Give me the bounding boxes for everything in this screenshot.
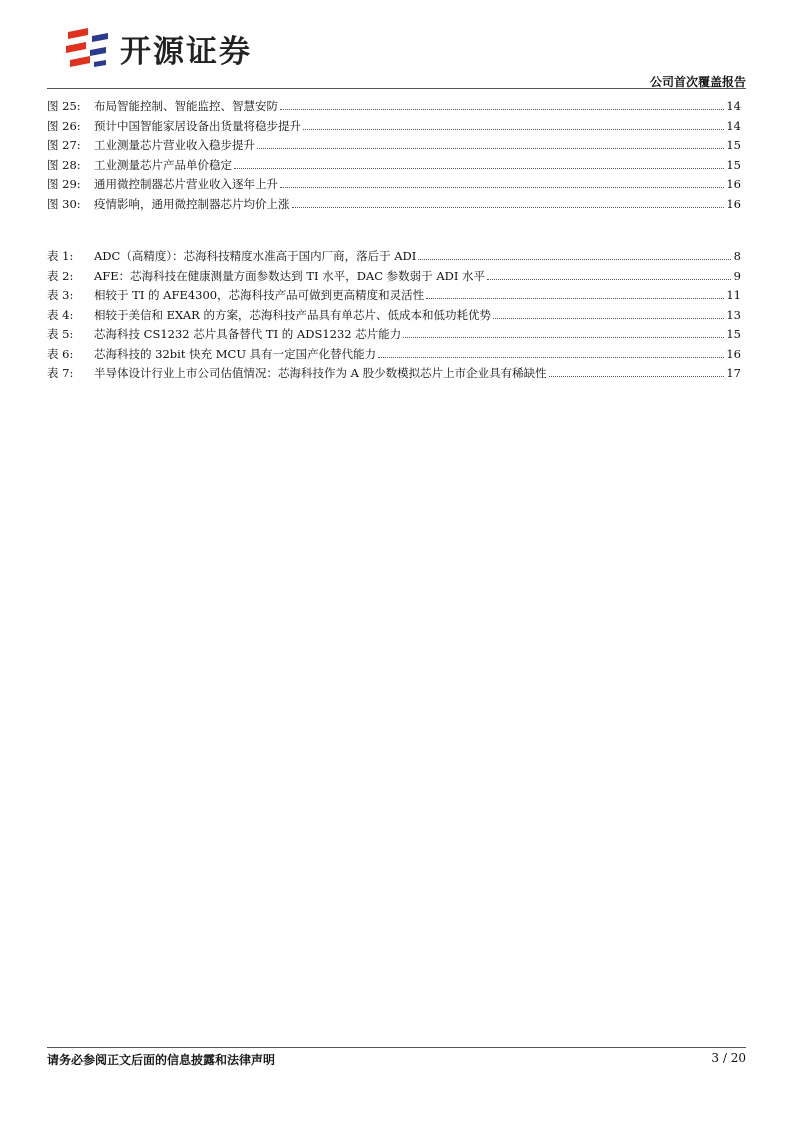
table-list <box>47 248 741 385</box>
company-logo <box>64 24 252 72</box>
toc-label: 表 1: <box>47 249 74 263</box>
report-type: 公司首次覆盖报告 <box>649 75 746 89</box>
toc-entry[interactable] <box>47 326 741 346</box>
toc-label: 图 29: <box>47 177 81 191</box>
toc-entry[interactable] <box>47 307 741 327</box>
toc-title: ADC（高精度）：芯海科技精度水准高于国内厂商，落后于 ADI <box>94 249 417 263</box>
toc-entry[interactable] <box>47 157 741 177</box>
toc-entry[interactable] <box>47 196 741 216</box>
toc-entry[interactable] <box>47 176 741 196</box>
toc-title: 芯海科技 CS1232 芯片具备替代 TI 的 ADS1232 芯片能力 <box>94 327 402 341</box>
toc-page: 16 <box>726 196 741 211</box>
toc-entry[interactable] <box>47 248 741 268</box>
toc-label: 表 3: <box>47 288 74 302</box>
toc-page: 9 <box>733 268 741 283</box>
dot-leader <box>493 308 724 319</box>
toc-label: 图 28: <box>47 157 81 172</box>
toc-title: 预计中国智能家居设备出货量将稳步提升 <box>94 118 301 133</box>
toc-page: 17 <box>726 366 741 380</box>
toc-page: 11 <box>726 288 741 302</box>
toc-page: 15 <box>726 157 741 172</box>
toc-entry[interactable] <box>47 118 741 138</box>
footer-disclaimer: 请务必参阅正文后面的信息披露和法律声明 <box>47 1053 276 1067</box>
page-number: 3 / 20 <box>711 1051 746 1065</box>
toc-page: 15 <box>726 327 741 341</box>
toc-label: 表 5: <box>47 327 74 341</box>
toc-label: 表 7: <box>47 366 74 380</box>
figure-list <box>47 98 741 215</box>
toc-page: 16 <box>726 177 741 191</box>
toc-page: 16 <box>726 346 741 361</box>
toc-label: 表 6: <box>47 346 74 361</box>
toc-page: 14 <box>726 99 741 113</box>
dot-leader <box>378 347 724 358</box>
toc-label: 图 26: <box>47 118 81 133</box>
footer-divider <box>47 1047 746 1048</box>
toc-label: 图 30: <box>47 196 81 211</box>
dot-leader <box>292 197 725 208</box>
brand-mark-icon <box>64 26 110 70</box>
dot-leader <box>257 138 724 149</box>
toc-title: 半导体设计行业上市公司估值情况：芯海科技作为 A 股少数模拟芯片上市企业具有稀缺性 <box>94 366 547 380</box>
toc-label: 图 25: <box>47 99 81 113</box>
toc-page: 13 <box>726 307 741 322</box>
toc-title: 芯海科技的 32bit 快充 MCU 具有一定国产化替代能力 <box>94 346 377 361</box>
dot-leader <box>487 269 731 280</box>
toc-title: 布局智能控制、智能监控、智慧安防 <box>94 99 278 113</box>
dot-leader <box>403 327 724 338</box>
dot-leader <box>418 249 731 260</box>
toc-title: AFE：芯海科技在健康测量方面参数达到 TI 水平，DAC 参数弱于 ADI 水平 <box>94 268 486 283</box>
toc-entry[interactable] <box>47 365 741 385</box>
toc-label: 表 2: <box>47 268 74 283</box>
dot-leader <box>234 158 724 169</box>
toc-page: 14 <box>726 118 741 133</box>
dot-leader <box>426 288 724 299</box>
toc-label: 图 27: <box>47 138 81 152</box>
toc-entry[interactable] <box>47 137 741 157</box>
dot-leader <box>549 366 725 377</box>
toc-title: 相较于美信和 EXAR 的方案，芯海科技产品具有单芯片、低成本和低功耗优势 <box>94 307 491 322</box>
header-divider <box>47 88 746 89</box>
toc-entry[interactable] <box>47 287 741 307</box>
toc-entry[interactable] <box>47 98 741 118</box>
toc-entry[interactable] <box>47 346 741 366</box>
toc-entry[interactable] <box>47 268 741 288</box>
brand-name: 开源证券 <box>120 33 252 70</box>
toc-title: 工业测量芯片营业收入稳步提升 <box>94 138 255 152</box>
toc-title: 通用微控制器芯片营业收入逐年上升 <box>94 177 278 191</box>
dot-leader <box>280 177 724 188</box>
toc-title: 相较于 TI 的 AFE4300，芯海科技产品可做到更高精度和灵活性 <box>94 288 425 302</box>
toc-title: 疫情影响，通用微控制器芯片均价上涨 <box>94 196 290 211</box>
toc-page: 15 <box>726 138 741 152</box>
dot-leader <box>303 119 724 130</box>
toc-page: 8 <box>733 249 741 263</box>
dot-leader <box>280 99 724 110</box>
toc-title: 工业测量芯片产品单价稳定 <box>94 157 232 172</box>
toc-label: 表 4: <box>47 307 74 322</box>
